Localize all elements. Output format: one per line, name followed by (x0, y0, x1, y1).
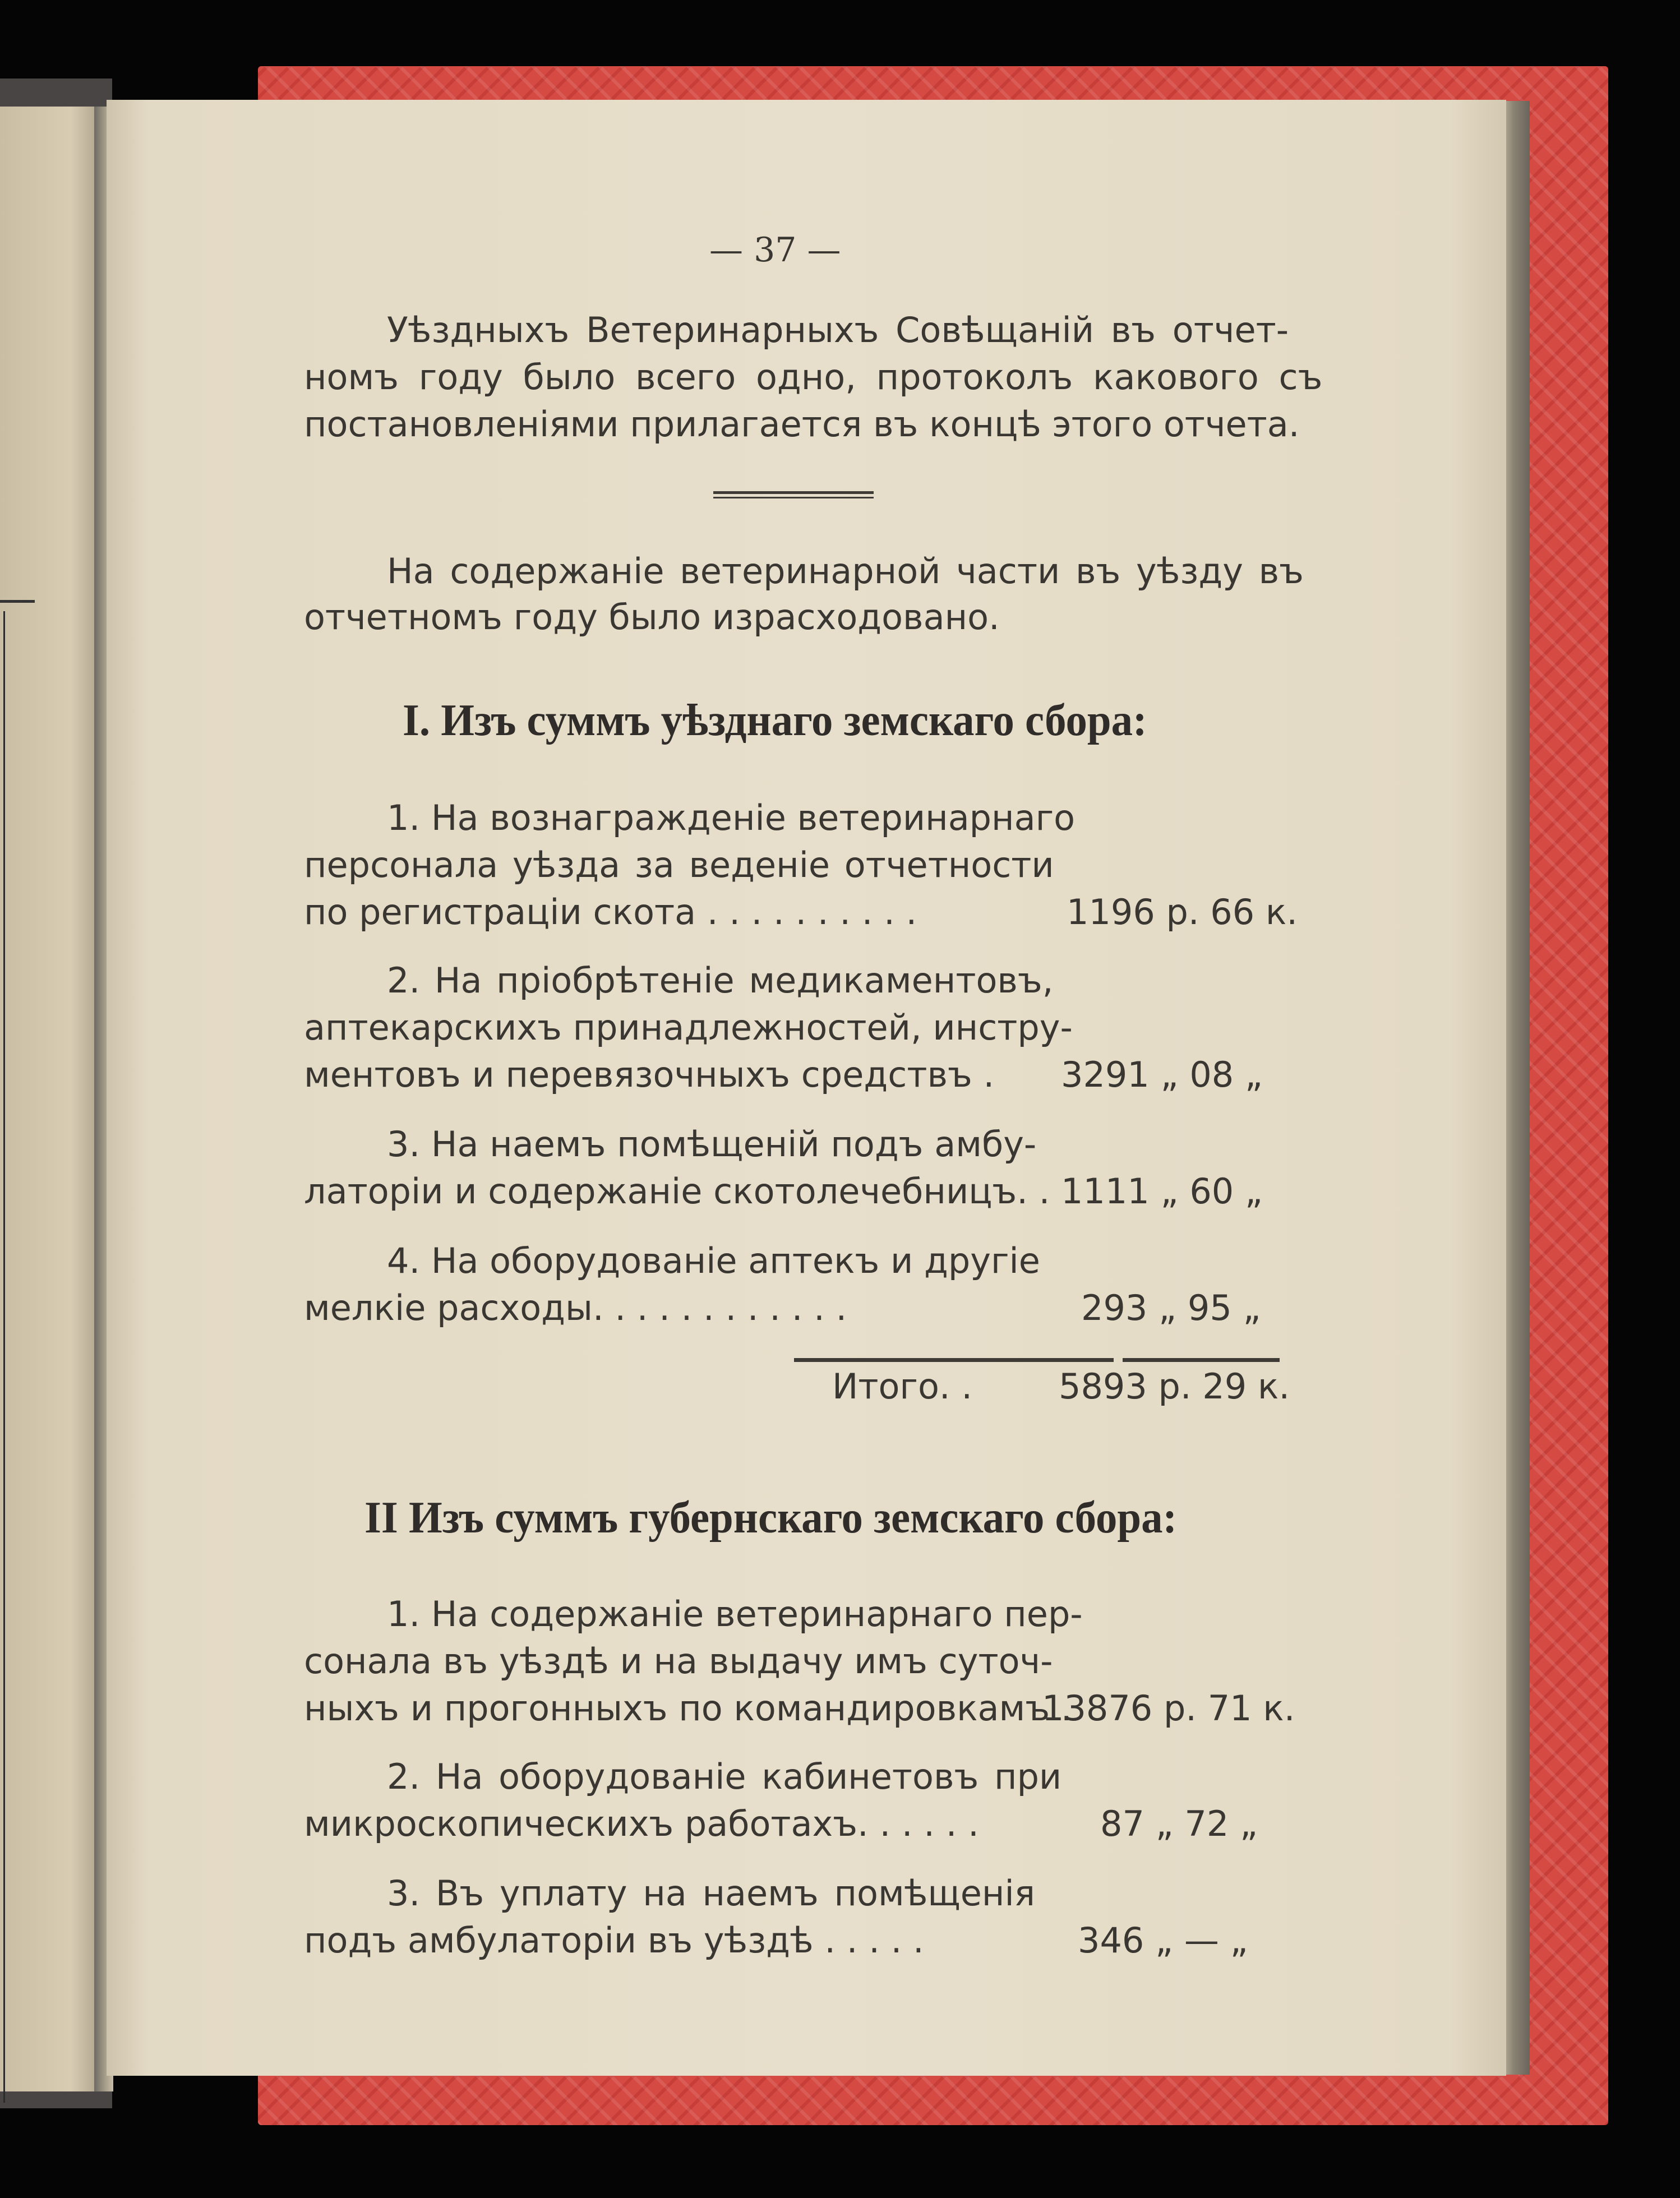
s1-item-3-line-2: латоріи и содержаніе скотолечебницъ. . (304, 1171, 1050, 1212)
s1-item-2-line-1: 2. На пріобрѣтеніе медикаментовъ, (387, 960, 1054, 1001)
s2-item-2-line-1: 2. На оборудованіе кабинетовъ при (387, 1756, 1062, 1797)
expense-intro-line-1: На содержаніе ветеринарной части въ уѣзду въ (387, 551, 1304, 592)
s1-item-2-line-3: ментовъ и перевязочныхъ средствъ . (304, 1054, 995, 1095)
s2-item-1-line-1: 1. На содержаніе ветеринарнаго пер- (387, 1594, 1083, 1634)
s2-item-2-line-2: микроскопическихъ работахъ. . . . . . (304, 1803, 979, 1844)
s1-total-amount: 5893 р. 29 к. (1059, 1366, 1290, 1407)
section-1-heading: I. Изъ суммъ уѣзднаго земскаго сбора: (403, 696, 1147, 745)
section-2-heading: II Изъ суммъ губернскаго земскаго сбора: (364, 1493, 1178, 1543)
intro-line-1: Уѣздныхъ Ветеринарныхъ Совѣщаній въ отчет- (387, 310, 1289, 350)
s1-item-2-line-2: аптекарскихъ принадлежностей, инстру- (304, 1007, 1073, 1048)
s2-item-3-amount: 346 „ — „ (1078, 1920, 1248, 1961)
s1-item-3-line-1: 3. На наемъ помѣщеній подъ амбу- (387, 1124, 1037, 1165)
s1-item-4-line-2: мелкіе расходы. . . . . . . . . . . . (304, 1287, 847, 1328)
s2-item-3-line-2: подъ амбулаторіи въ уѣздѣ . . . . . (304, 1920, 924, 1961)
section-divider-2 (713, 497, 874, 498)
section-divider (713, 491, 874, 494)
s2-item-1-line-3: ныхъ и прогонныхъ по командировкамъ . (304, 1688, 1072, 1729)
left-page-divider (0, 600, 35, 603)
s2-item-1-line-2: сонала въ уѣздѣ и на выдачу имъ суточ- (304, 1641, 1053, 1682)
intro-line-2: номъ году было всего одно, протоколъ какового съ (304, 357, 1323, 398)
expense-intro-line-2: отчетномъ году было израсходовано. (304, 597, 1000, 638)
s1-item-3-amount: 1111 „ 60 „ (1061, 1171, 1263, 1212)
s1-item-2-amount: 3291 „ 08 „ (1061, 1054, 1263, 1095)
s1-item-4-line-1: 4. На оборудованіе аптекъ и другіе (387, 1240, 1040, 1281)
s1-total-label: Итого. . (832, 1366, 973, 1407)
book-page (107, 100, 1506, 2076)
total-rule-kopecks (1123, 1358, 1280, 1362)
s2-item-2-amount: 87 „ 72 „ (1100, 1803, 1258, 1844)
page-stack-edge (1503, 101, 1530, 2075)
total-rule-rubles (794, 1358, 1114, 1362)
s1-item-1-line-2: персонала уѣзда за веденіе отчетности (304, 844, 1054, 885)
left-page-edge (0, 107, 94, 2091)
s1-item-1-line-3: по регистраціи скота . . . . . . . . . . (304, 892, 917, 932)
s2-item-3-line-1: 3. Въ уплату на наемъ помѣщенія (387, 1873, 1035, 1914)
s1-item-4-amount: 293 „ 95 „ (1081, 1287, 1261, 1328)
s2-item-1-amount: 13876 р. 71 к. (1042, 1688, 1295, 1729)
page-number: — 37 — (709, 230, 841, 270)
left-page-rule (3, 611, 5, 2103)
intro-line-3: постановленіями прилагается въ концѣ этого отчета. (304, 404, 1300, 445)
s1-item-1-amount: 1196 р. 66 к. (1067, 892, 1298, 932)
s1-item-1-line-1: 1. На вознагражденіе ветеринарнаго (387, 797, 1076, 838)
